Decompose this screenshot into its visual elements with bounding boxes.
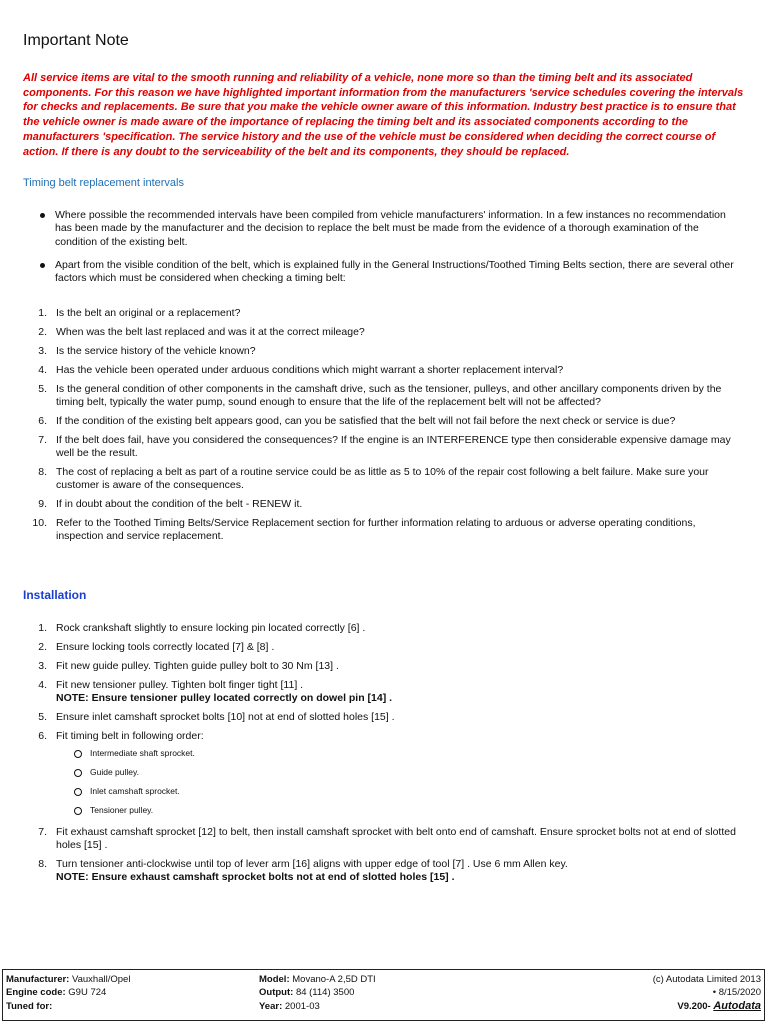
step-item: 4. Fit new tensioner pulley. Tighten bolt finger tight [11] . NOTE: Ensure tensioner pulley located correctly on dowel pin [14] .	[38, 678, 393, 704]
checks-list	[23, 307, 745, 549]
bullet-item: Where possible the recommended intervals have been compiled from vehicle manufacturers' information. In a few instances no recommendation has been made by the manufacturer and the decision to replace the belt must be made from the evidence of a thorough examination of the condition of the existing belt.	[37, 209, 743, 249]
footer-right-column	[653, 973, 761, 1013]
bullet-icon	[40, 263, 45, 268]
intervals-bullet-list	[37, 209, 743, 295]
list-item: 3. Is the service history of the vehicle known?	[38, 344, 256, 357]
step-item: 5. Ensure inlet camshaft sprocket bolts [10] not at end of slotted holes [15] .	[38, 710, 395, 723]
bullet-icon	[40, 213, 45, 218]
sub-list-item: Inlet camshaft sprocket.	[74, 782, 745, 801]
step-item: 7. Fit exhaust camshaft sprocket [12] to belt, then install camshaft sprocket with belt onto end of camshaft. Ensure sprocket bolts not at end of slotted holes [15] .	[38, 825, 736, 851]
step-item: 3. Fit new guide pulley. Tighten guide pulley bolt to 30 Nm [13] .	[38, 659, 339, 672]
sub-list-item: Intermediate shaft sprocket.	[74, 744, 745, 763]
list-item: 4. Has the vehicle been operated under arduous conditions which might warrant a shorter replacement interval?	[38, 363, 564, 376]
step-item: 1. Rock crankshaft slightly to ensure locking pin located correctly [6] .	[38, 622, 366, 634]
step-item: 6. Fit timing belt in following order: Intermediate shaft sprocket. Guide pulley. Inlet camshaft sprocket. Tensioner pulley.	[23, 730, 745, 820]
circle-bullet-icon	[74, 750, 82, 758]
version: V9.200-	[677, 1000, 711, 1012]
step-note: NOTE: Ensure tensioner pulley located correctly on dowel pin [14] .	[56, 691, 393, 704]
step-item: 8. Turn tensioner anti-clockwise until top of lever arm [16] aligns with upper edge of tool [7] . Use 6 mm Allen key. NOTE: Ensure exhaust camshaft sprocket bolts not at end of slotted holes [15] .	[38, 857, 568, 884]
sub-list-item: Guide pulley.	[74, 763, 745, 782]
installation-heading: Installation	[23, 588, 87, 602]
list-item: 1. Is the belt an original or a replacement?	[38, 307, 241, 319]
vehicle-info-footer	[2, 969, 765, 1021]
step-item: 2. Ensure locking tools correctly located [7] & [8] .	[38, 640, 275, 653]
sub-list-item: Tensioner pulley.	[74, 801, 745, 820]
list-item: 6. If the condition of the existing belt appears good, can you be satisfied that the belt will not fail before the next check or service is due?	[38, 414, 676, 427]
intervals-heading: Timing belt replacement intervals	[23, 177, 184, 189]
list-item: 7. If the belt does fail, have you considered the consequences? If the engine is an INTERFERENCE type then considerable expensive damage may well be the result.	[38, 433, 731, 459]
circle-bullet-icon	[74, 807, 82, 815]
circle-bullet-icon	[74, 788, 82, 796]
list-item: 10. Refer to the Toothed Timing Belts/Service Replacement section for further information relating to arduous or adverse operating conditions, inspection and service replacement.	[32, 516, 696, 543]
page-title: Important Note	[23, 32, 129, 49]
footer-left-column: Manufacturer: Vauxhall/Opel Engine code: G9U 724 Tuned for:	[6, 974, 131, 1012]
belt-order-list	[74, 744, 745, 820]
list-item: 9. If in doubt about the condition of the belt - RENEW it.	[38, 498, 303, 511]
warning-paragraph: All service items are vital to the smooth running and reliability of a vehicle, none more so than the timing belt and its associated components. For this reason we have highlighted important information from the manufacturers 'service schedules covering the intervals for checks and replacements. Be sure that you make the vehicle owner aware of this information. Industry best practice is to ensure that the vehicle owner is made aware of the importance of replacing the timing belt and its associated components according to the manufacturers 'specification. The service history and the use of the vehicle must be considered when deciding the correct course of action. If there is any doubt to the serviceability of the belt and its components, they should be replaced.	[23, 72, 744, 158]
footer-middle-column: Model: Movano-A 2,5D DTI Output: 84 (114) 3500 Year: 2001-03	[259, 974, 376, 1012]
circle-bullet-icon	[74, 769, 82, 777]
list-item: 2. When was the belt last replaced and was it at the correct mileage?	[38, 325, 365, 338]
list-item: 8. The cost of replacing a belt as part of a routine service could be as little as 5 to 10% of the repair cost following a belt failure. Make sure your customer is aware of the consequences.	[38, 465, 709, 492]
list-item: 5. Is the general condition of other components in the camshaft drive, such as the tensioner, pulleys, and other ancillary components driven by the timing belt, typically the water pump, sound enough to ensure that the life of the replacement belt will not be affected?	[38, 382, 722, 408]
autodata-logo: Autodata	[713, 999, 761, 1012]
step-note: NOTE: Ensure exhaust camshaft sprocket bolts not at end of slotted holes [15] .	[56, 871, 455, 884]
installation-steps-list	[23, 622, 745, 890]
print-date: • 8/15/2020	[712, 987, 761, 999]
bullet-item: Apart from the visible condition of the belt, which is explained fully in the General Instructions/Toothed Timing Belts section, there are several other factors which must be considered when checking a timing belt:	[37, 259, 743, 286]
copyright: (c) Autodata Limited 2013	[652, 974, 761, 985]
